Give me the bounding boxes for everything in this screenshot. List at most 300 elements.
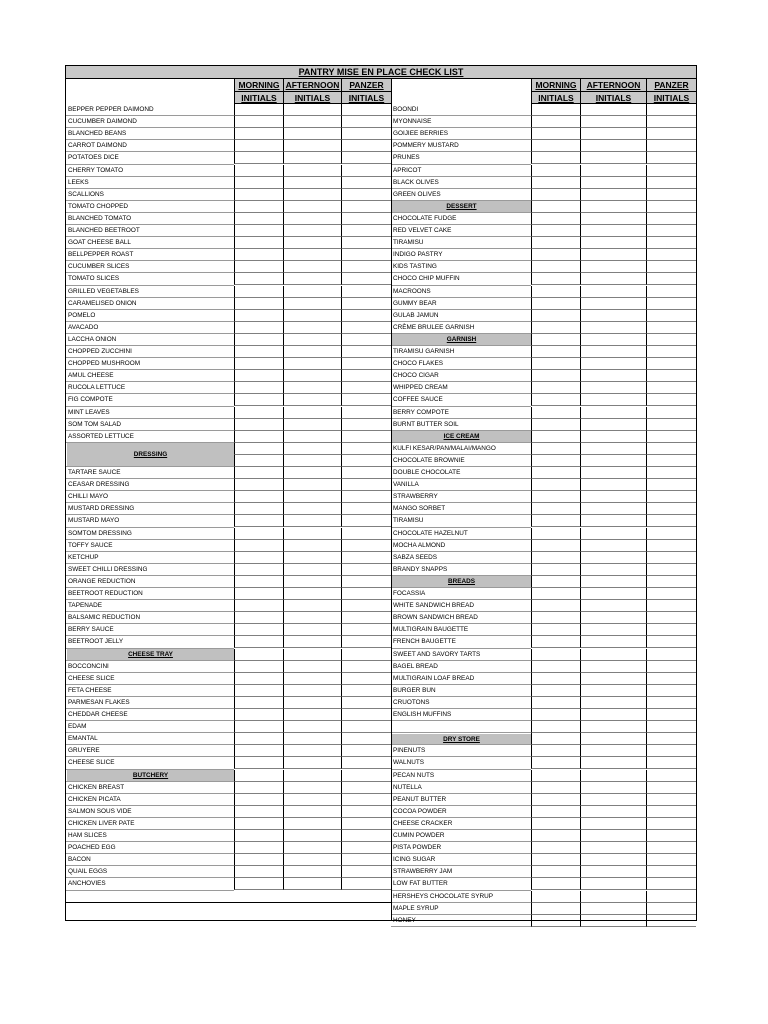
initials-cell-panzer[interactable] [341,298,391,310]
initials-cell-afternoon[interactable] [283,649,341,661]
initials-cell-morning[interactable] [234,419,283,431]
initials-cell-morning[interactable] [234,286,283,298]
initials-cell-panzer[interactable] [646,407,696,419]
initials-cell-panzer[interactable] [341,818,391,830]
initials-cell-morning[interactable] [531,189,580,201]
initials-cell-morning[interactable] [531,298,580,310]
initials-cell-panzer[interactable] [646,794,696,806]
initials-cell-afternoon[interactable] [283,261,341,273]
initials-cell-afternoon[interactable] [283,286,341,298]
initials-cell-panzer[interactable] [341,128,391,140]
initials-cell-morning[interactable] [531,322,580,334]
initials-cell-morning[interactable] [531,673,580,685]
initials-cell-afternoon[interactable] [283,636,341,648]
initials-cell-morning[interactable] [234,358,283,370]
initials-cell-morning[interactable] [531,600,580,612]
initials-cell-morning[interactable] [531,346,580,358]
initials-cell-morning[interactable] [531,491,580,503]
initials-cell-panzer[interactable] [646,636,696,648]
initials-cell-panzer[interactable] [341,709,391,721]
initials-cell-morning[interactable] [531,467,580,479]
initials-cell-panzer[interactable] [646,770,696,782]
initials-cell-panzer[interactable] [646,854,696,866]
initials-cell-afternoon[interactable] [580,189,646,201]
initials-cell-afternoon[interactable] [580,237,646,249]
initials-cell-afternoon[interactable] [283,334,341,346]
initials-cell-morning[interactable] [234,588,283,600]
initials-cell-panzer[interactable] [341,443,391,455]
initials-cell-panzer[interactable] [341,830,391,842]
initials-cell-panzer[interactable] [646,503,696,515]
initials-cell-panzer[interactable] [341,273,391,285]
initials-cell-afternoon[interactable] [283,854,341,866]
initials-cell-afternoon[interactable] [283,721,341,733]
initials-cell-panzer[interactable] [341,177,391,189]
initials-cell-panzer[interactable] [646,201,696,213]
initials-cell-afternoon[interactable] [580,515,646,527]
initials-cell-morning[interactable] [234,721,283,733]
initials-cell-morning[interactable] [531,165,580,177]
initials-cell-morning[interactable] [234,878,283,890]
initials-cell-morning[interactable] [234,733,283,745]
initials-cell-afternoon[interactable] [580,806,646,818]
initials-cell-panzer[interactable] [341,503,391,515]
initials-cell-panzer[interactable] [646,249,696,261]
initials-cell-morning[interactable] [234,491,283,503]
initials-cell-panzer[interactable] [341,854,391,866]
initials-cell-morning[interactable] [234,273,283,285]
initials-cell-panzer[interactable] [646,455,696,467]
initials-cell-afternoon[interactable] [283,165,341,177]
initials-cell-afternoon[interactable] [580,854,646,866]
initials-cell-panzer[interactable] [646,515,696,527]
initials-cell-afternoon[interactable] [580,697,646,709]
initials-cell-morning[interactable] [531,286,580,298]
initials-cell-panzer[interactable] [646,104,696,116]
initials-cell-morning[interactable] [531,382,580,394]
initials-cell-afternoon[interactable] [580,540,646,552]
initials-cell-morning[interactable] [234,310,283,322]
initials-cell-morning[interactable] [531,866,580,878]
initials-cell-morning[interactable] [531,576,580,588]
initials-cell-afternoon[interactable] [580,915,646,927]
initials-cell-panzer[interactable] [646,588,696,600]
initials-cell-panzer[interactable] [646,431,696,443]
initials-cell-afternoon[interactable] [580,757,646,769]
initials-cell-afternoon[interactable] [580,298,646,310]
initials-cell-morning[interactable] [531,564,580,576]
initials-cell-panzer[interactable] [646,273,696,285]
initials-cell-afternoon[interactable] [283,673,341,685]
initials-cell-afternoon[interactable] [580,770,646,782]
initials-cell-afternoon[interactable] [580,528,646,540]
initials-cell-panzer[interactable] [646,673,696,685]
initials-cell-morning[interactable] [531,806,580,818]
initials-cell-morning[interactable] [234,455,283,467]
initials-cell-morning[interactable] [234,249,283,261]
initials-cell-morning[interactable] [234,612,283,624]
initials-cell-afternoon[interactable] [283,866,341,878]
initials-cell-morning[interactable] [531,370,580,382]
initials-cell-afternoon[interactable] [283,419,341,431]
initials-cell-morning[interactable] [234,165,283,177]
initials-cell-morning[interactable] [234,298,283,310]
initials-cell-morning[interactable] [234,346,283,358]
initials-cell-panzer[interactable] [341,382,391,394]
initials-cell-panzer[interactable] [341,479,391,491]
initials-cell-panzer[interactable] [341,152,391,164]
initials-cell-morning[interactable] [531,455,580,467]
initials-cell-afternoon[interactable] [580,564,646,576]
initials-cell-afternoon[interactable] [283,152,341,164]
initials-cell-morning[interactable] [531,261,580,273]
initials-cell-afternoon[interactable] [283,177,341,189]
initials-cell-panzer[interactable] [646,891,696,903]
initials-cell-afternoon[interactable] [580,407,646,419]
initials-cell-panzer[interactable] [646,818,696,830]
initials-cell-afternoon[interactable] [283,588,341,600]
initials-cell-afternoon[interactable] [580,491,646,503]
initials-cell-panzer[interactable] [341,286,391,298]
initials-cell-afternoon[interactable] [580,600,646,612]
initials-cell-panzer[interactable] [341,661,391,673]
initials-cell-panzer[interactable] [341,225,391,237]
initials-cell-afternoon[interactable] [283,709,341,721]
initials-cell-afternoon[interactable] [580,733,646,745]
initials-cell-afternoon[interactable] [283,782,341,794]
initials-cell-panzer[interactable] [341,673,391,685]
initials-cell-afternoon[interactable] [580,903,646,915]
initials-cell-afternoon[interactable] [283,116,341,128]
initials-cell-panzer[interactable] [341,576,391,588]
initials-cell-morning[interactable] [234,467,283,479]
initials-cell-panzer[interactable] [646,467,696,479]
initials-cell-panzer[interactable] [646,612,696,624]
initials-cell-panzer[interactable] [646,491,696,503]
initials-cell-panzer[interactable] [341,697,391,709]
initials-cell-panzer[interactable] [646,806,696,818]
initials-cell-panzer[interactable] [341,455,391,467]
initials-cell-afternoon[interactable] [283,140,341,152]
initials-cell-panzer[interactable] [341,612,391,624]
initials-cell-panzer[interactable] [646,382,696,394]
initials-cell-panzer[interactable] [341,140,391,152]
initials-cell-panzer[interactable] [341,431,391,443]
initials-cell-afternoon[interactable] [283,818,341,830]
initials-cell-morning[interactable] [531,431,580,443]
initials-cell-afternoon[interactable] [283,104,341,116]
initials-cell-morning[interactable] [531,830,580,842]
initials-cell-afternoon[interactable] [580,661,646,673]
initials-cell-panzer[interactable] [341,733,391,745]
initials-cell-morning[interactable] [531,624,580,636]
initials-cell-afternoon[interactable] [283,189,341,201]
initials-cell-afternoon[interactable] [283,128,341,140]
initials-cell-panzer[interactable] [341,649,391,661]
initials-cell-panzer[interactable] [646,310,696,322]
initials-cell-panzer[interactable] [341,237,391,249]
initials-cell-afternoon[interactable] [580,782,646,794]
initials-cell-afternoon[interactable] [580,249,646,261]
initials-cell-morning[interactable] [531,249,580,261]
initials-cell-afternoon[interactable] [580,104,646,116]
initials-cell-panzer[interactable] [341,540,391,552]
initials-cell-morning[interactable] [531,878,580,890]
initials-cell-afternoon[interactable] [580,286,646,298]
initials-cell-afternoon[interactable] [283,540,341,552]
initials-cell-morning[interactable] [234,866,283,878]
initials-cell-afternoon[interactable] [283,394,341,406]
initials-cell-morning[interactable] [234,334,283,346]
initials-cell-panzer[interactable] [341,334,391,346]
initials-cell-afternoon[interactable] [283,249,341,261]
initials-cell-afternoon[interactable] [283,697,341,709]
initials-cell-morning[interactable] [234,152,283,164]
initials-cell-morning[interactable] [531,540,580,552]
initials-cell-afternoon[interactable] [580,334,646,346]
initials-cell-panzer[interactable] [341,104,391,116]
initials-cell-panzer[interactable] [341,249,391,261]
initials-cell-panzer[interactable] [341,866,391,878]
initials-cell-panzer[interactable] [646,733,696,745]
initials-cell-afternoon[interactable] [580,612,646,624]
initials-cell-afternoon[interactable] [283,479,341,491]
initials-cell-panzer[interactable] [646,878,696,890]
initials-cell-panzer[interactable] [341,467,391,479]
initials-cell-afternoon[interactable] [580,443,646,455]
initials-cell-panzer[interactable] [646,842,696,854]
initials-cell-afternoon[interactable] [580,842,646,854]
initials-cell-afternoon[interactable] [283,346,341,358]
initials-cell-panzer[interactable] [341,165,391,177]
initials-cell-morning[interactable] [531,721,580,733]
initials-cell-morning[interactable] [531,515,580,527]
initials-cell-morning[interactable] [531,273,580,285]
initials-cell-panzer[interactable] [646,443,696,455]
initials-cell-afternoon[interactable] [580,685,646,697]
initials-cell-afternoon[interactable] [580,346,646,358]
initials-cell-morning[interactable] [531,140,580,152]
initials-cell-afternoon[interactable] [283,491,341,503]
initials-cell-afternoon[interactable] [580,273,646,285]
initials-cell-panzer[interactable] [646,721,696,733]
initials-cell-morning[interactable] [234,407,283,419]
initials-cell-afternoon[interactable] [580,394,646,406]
initials-cell-panzer[interactable] [341,564,391,576]
initials-cell-afternoon[interactable] [283,528,341,540]
initials-cell-panzer[interactable] [646,394,696,406]
initials-cell-morning[interactable] [531,842,580,854]
initials-cell-afternoon[interactable] [283,455,341,467]
initials-cell-morning[interactable] [531,818,580,830]
initials-cell-morning[interactable] [234,745,283,757]
initials-cell-afternoon[interactable] [580,624,646,636]
initials-cell-morning[interactable] [234,576,283,588]
initials-cell-panzer[interactable] [646,830,696,842]
initials-cell-afternoon[interactable] [580,140,646,152]
initials-cell-afternoon[interactable] [580,358,646,370]
initials-cell-panzer[interactable] [341,394,391,406]
initials-cell-afternoon[interactable] [283,407,341,419]
initials-cell-morning[interactable] [234,431,283,443]
initials-cell-morning[interactable] [234,818,283,830]
initials-cell-afternoon[interactable] [283,515,341,527]
initials-cell-afternoon[interactable] [283,842,341,854]
initials-cell-afternoon[interactable] [283,225,341,237]
initials-cell-panzer[interactable] [646,334,696,346]
initials-cell-panzer[interactable] [646,261,696,273]
initials-cell-panzer[interactable] [646,915,696,927]
initials-cell-afternoon[interactable] [283,612,341,624]
initials-cell-panzer[interactable] [341,552,391,564]
initials-cell-morning[interactable] [531,782,580,794]
initials-cell-morning[interactable] [234,213,283,225]
initials-cell-morning[interactable] [531,697,580,709]
initials-cell-morning[interactable] [234,624,283,636]
initials-cell-panzer[interactable] [341,322,391,334]
initials-cell-morning[interactable] [531,177,580,189]
initials-cell-panzer[interactable] [341,407,391,419]
initials-cell-morning[interactable] [234,104,283,116]
initials-cell-afternoon[interactable] [283,310,341,322]
initials-cell-morning[interactable] [531,213,580,225]
initials-cell-afternoon[interactable] [283,733,341,745]
initials-cell-morning[interactable] [234,661,283,673]
initials-cell-morning[interactable] [531,770,580,782]
initials-cell-morning[interactable] [531,443,580,455]
initials-cell-morning[interactable] [234,806,283,818]
initials-cell-morning[interactable] [234,552,283,564]
initials-cell-afternoon[interactable] [283,237,341,249]
initials-cell-morning[interactable] [234,382,283,394]
initials-cell-panzer[interactable] [341,310,391,322]
initials-cell-panzer[interactable] [646,685,696,697]
initials-cell-afternoon[interactable] [283,770,341,782]
initials-cell-morning[interactable] [234,842,283,854]
initials-cell-morning[interactable] [234,794,283,806]
initials-cell-panzer[interactable] [646,322,696,334]
initials-cell-afternoon[interactable] [283,503,341,515]
initials-cell-afternoon[interactable] [580,588,646,600]
initials-cell-panzer[interactable] [646,128,696,140]
initials-cell-morning[interactable] [234,600,283,612]
initials-cell-morning[interactable] [234,697,283,709]
initials-cell-afternoon[interactable] [580,552,646,564]
initials-cell-morning[interactable] [234,830,283,842]
initials-cell-panzer[interactable] [646,757,696,769]
initials-cell-morning[interactable] [234,370,283,382]
initials-cell-panzer[interactable] [646,116,696,128]
initials-cell-panzer[interactable] [646,213,696,225]
initials-cell-panzer[interactable] [341,782,391,794]
initials-cell-morning[interactable] [531,649,580,661]
initials-cell-panzer[interactable] [341,261,391,273]
initials-cell-panzer[interactable] [341,346,391,358]
initials-cell-afternoon[interactable] [283,806,341,818]
initials-cell-morning[interactable] [531,419,580,431]
initials-cell-afternoon[interactable] [580,382,646,394]
initials-cell-panzer[interactable] [341,213,391,225]
initials-cell-afternoon[interactable] [580,128,646,140]
initials-cell-morning[interactable] [234,201,283,213]
initials-cell-morning[interactable] [234,322,283,334]
initials-cell-panzer[interactable] [646,286,696,298]
initials-cell-panzer[interactable] [341,515,391,527]
initials-cell-panzer[interactable] [341,491,391,503]
initials-cell-afternoon[interactable] [283,298,341,310]
initials-cell-panzer[interactable] [341,794,391,806]
initials-cell-afternoon[interactable] [580,709,646,721]
initials-cell-morning[interactable] [234,685,283,697]
initials-cell-morning[interactable] [234,116,283,128]
initials-cell-morning[interactable] [531,915,580,927]
initials-cell-panzer[interactable] [341,636,391,648]
initials-cell-afternoon[interactable] [283,213,341,225]
initials-cell-afternoon[interactable] [283,370,341,382]
initials-cell-morning[interactable] [234,189,283,201]
initials-cell-morning[interactable] [234,709,283,721]
initials-cell-morning[interactable] [531,745,580,757]
initials-cell-panzer[interactable] [646,298,696,310]
initials-cell-afternoon[interactable] [283,467,341,479]
initials-cell-morning[interactable] [234,177,283,189]
initials-cell-panzer[interactable] [646,152,696,164]
initials-cell-morning[interactable] [531,685,580,697]
initials-cell-morning[interactable] [234,649,283,661]
initials-cell-morning[interactable] [531,903,580,915]
initials-cell-morning[interactable] [234,854,283,866]
initials-cell-afternoon[interactable] [283,576,341,588]
initials-cell-morning[interactable] [531,588,580,600]
initials-cell-afternoon[interactable] [580,673,646,685]
initials-cell-panzer[interactable] [646,479,696,491]
initials-cell-afternoon[interactable] [580,891,646,903]
initials-cell-panzer[interactable] [341,588,391,600]
initials-cell-morning[interactable] [531,503,580,515]
initials-cell-morning[interactable] [531,528,580,540]
initials-cell-afternoon[interactable] [580,213,646,225]
initials-cell-morning[interactable] [234,540,283,552]
initials-cell-afternoon[interactable] [283,830,341,842]
initials-cell-morning[interactable] [531,237,580,249]
initials-cell-morning[interactable] [234,782,283,794]
initials-cell-afternoon[interactable] [283,322,341,334]
initials-cell-morning[interactable] [234,515,283,527]
initials-cell-morning[interactable] [531,794,580,806]
initials-cell-panzer[interactable] [646,624,696,636]
initials-cell-morning[interactable] [531,334,580,346]
initials-cell-panzer[interactable] [341,878,391,890]
initials-cell-afternoon[interactable] [283,794,341,806]
initials-cell-panzer[interactable] [341,685,391,697]
initials-cell-morning[interactable] [234,770,283,782]
initials-cell-morning[interactable] [234,140,283,152]
initials-cell-morning[interactable] [531,225,580,237]
initials-cell-afternoon[interactable] [580,419,646,431]
initials-cell-morning[interactable] [234,128,283,140]
initials-cell-morning[interactable] [234,564,283,576]
initials-cell-panzer[interactable] [646,346,696,358]
initials-cell-morning[interactable] [531,854,580,866]
initials-cell-afternoon[interactable] [580,322,646,334]
initials-cell-panzer[interactable] [646,649,696,661]
initials-cell-afternoon[interactable] [580,576,646,588]
initials-cell-panzer[interactable] [646,866,696,878]
initials-cell-panzer[interactable] [646,528,696,540]
initials-cell-panzer[interactable] [341,842,391,854]
initials-cell-panzer[interactable] [341,624,391,636]
initials-cell-afternoon[interactable] [580,431,646,443]
